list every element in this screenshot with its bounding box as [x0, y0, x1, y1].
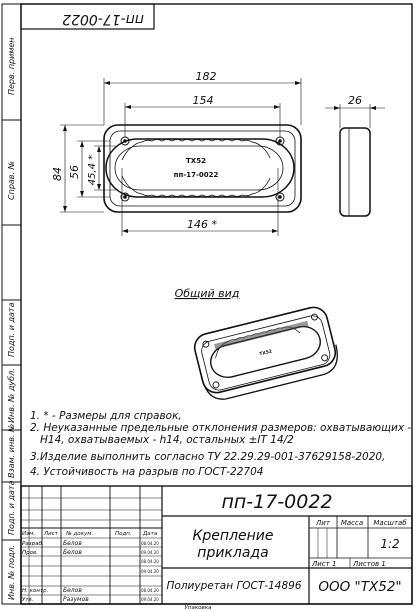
bottom-note: Упаковка [184, 605, 212, 611]
isometric-view [192, 304, 342, 403]
top-stamp-text: пп-17-0022 [62, 11, 144, 27]
tb-date-utv: 09.04.20 [141, 597, 159, 602]
side-label-sprav: Справ. № [7, 161, 16, 200]
iso-marking: ТХ52 [259, 349, 273, 358]
mounting-hole [276, 193, 284, 201]
tb-name-utv: Разумов [63, 596, 89, 603]
dimension-154: 154 [192, 94, 214, 107]
tb-name-line1: Крепление [192, 528, 274, 544]
part-marking-line2: пп-17-0022 [173, 171, 219, 179]
tb-date-razrab2: 09.04.20 [141, 550, 159, 555]
tb-date-prov2: 09.04.20 [141, 569, 159, 574]
tb-date-razrab: 08.04.20 [141, 541, 159, 546]
view-title: Общий вид [174, 287, 240, 300]
side-label-inv-dubl: Инв. № дубл. [7, 368, 16, 423]
tb-name-line2: приклада [197, 545, 269, 561]
tb-material: Полиуретан ГОСТ-14896 [166, 580, 302, 592]
tb-sheets: Листов 1 [353, 560, 386, 568]
tb-mass-header: Масса [340, 519, 364, 527]
note-line: 4. Устойчивость на разрыв по ГОСТ-22704 [30, 466, 264, 478]
tb-col-podp: Подп. [115, 531, 132, 537]
tb-row-razrab: Разраб. [22, 541, 44, 547]
dimension-182: 182 [195, 70, 217, 83]
side-label-vzam-inv: Взам. инв. № [7, 423, 16, 478]
tb-row-utv: Утв. [22, 597, 34, 603]
tb-date-nkontr: 08.04.20 [141, 588, 159, 593]
dimension-146: 146 * [187, 218, 217, 231]
tb-col-doc: № докум. [66, 531, 94, 537]
note-line: 2. Неуказанные предельные отклонения размеров: охватывающих - [30, 422, 412, 434]
dimension-56: 56 [68, 165, 81, 179]
dimension-84: 84 [51, 167, 64, 181]
dimension-45-4: 45,4 * [87, 154, 98, 186]
side-label-podp-data-2: Подп. и дата [7, 480, 16, 535]
side-label-perv-primen: Перв. примен [7, 37, 16, 95]
front-view [104, 125, 301, 212]
tb-name-razrab: Белов [63, 540, 82, 547]
tb-designation: пп-17-0022 [221, 491, 333, 513]
tb-row-prov: Пров. [22, 550, 38, 556]
tb-scale-header: Масштаб [373, 519, 407, 527]
tb-name-prov: Белов [63, 549, 82, 556]
side-label-inv-podl: Инв. № подл. [7, 544, 16, 600]
tb-row-nkontr: Н. контр. [22, 588, 49, 594]
tb-col-date: Дата [143, 531, 158, 537]
note-line: 1. * - Размеры для справок, [30, 410, 182, 422]
note-line: H14, охватываемых - h14, остальных ±IT 14/2 [40, 434, 294, 446]
tb-lit-header: Лит [316, 519, 330, 527]
tb-name-nkontr: Белов [63, 587, 82, 594]
tb-company: ООО "ТХ52" [318, 579, 402, 595]
note-line: 3.Изделие выполнить согласно ТУ 22.29.29-001-37629158-2020, [30, 451, 386, 463]
tb-col-list: Лист [44, 531, 58, 537]
side-view [340, 128, 370, 216]
dimension-26: 26 [348, 94, 362, 107]
side-label-podp-data-1: Подп. и дата [7, 302, 16, 357]
part-marking-line1: ТХ52 [186, 157, 206, 165]
tb-sheet: Лист 1 [312, 560, 337, 568]
tb-col-izm: Изм. [22, 531, 35, 537]
technical-notes [30, 410, 411, 478]
tb-date-prov: 08.04.20 [141, 559, 159, 564]
tb-scale-value: 1:2 [380, 537, 400, 551]
